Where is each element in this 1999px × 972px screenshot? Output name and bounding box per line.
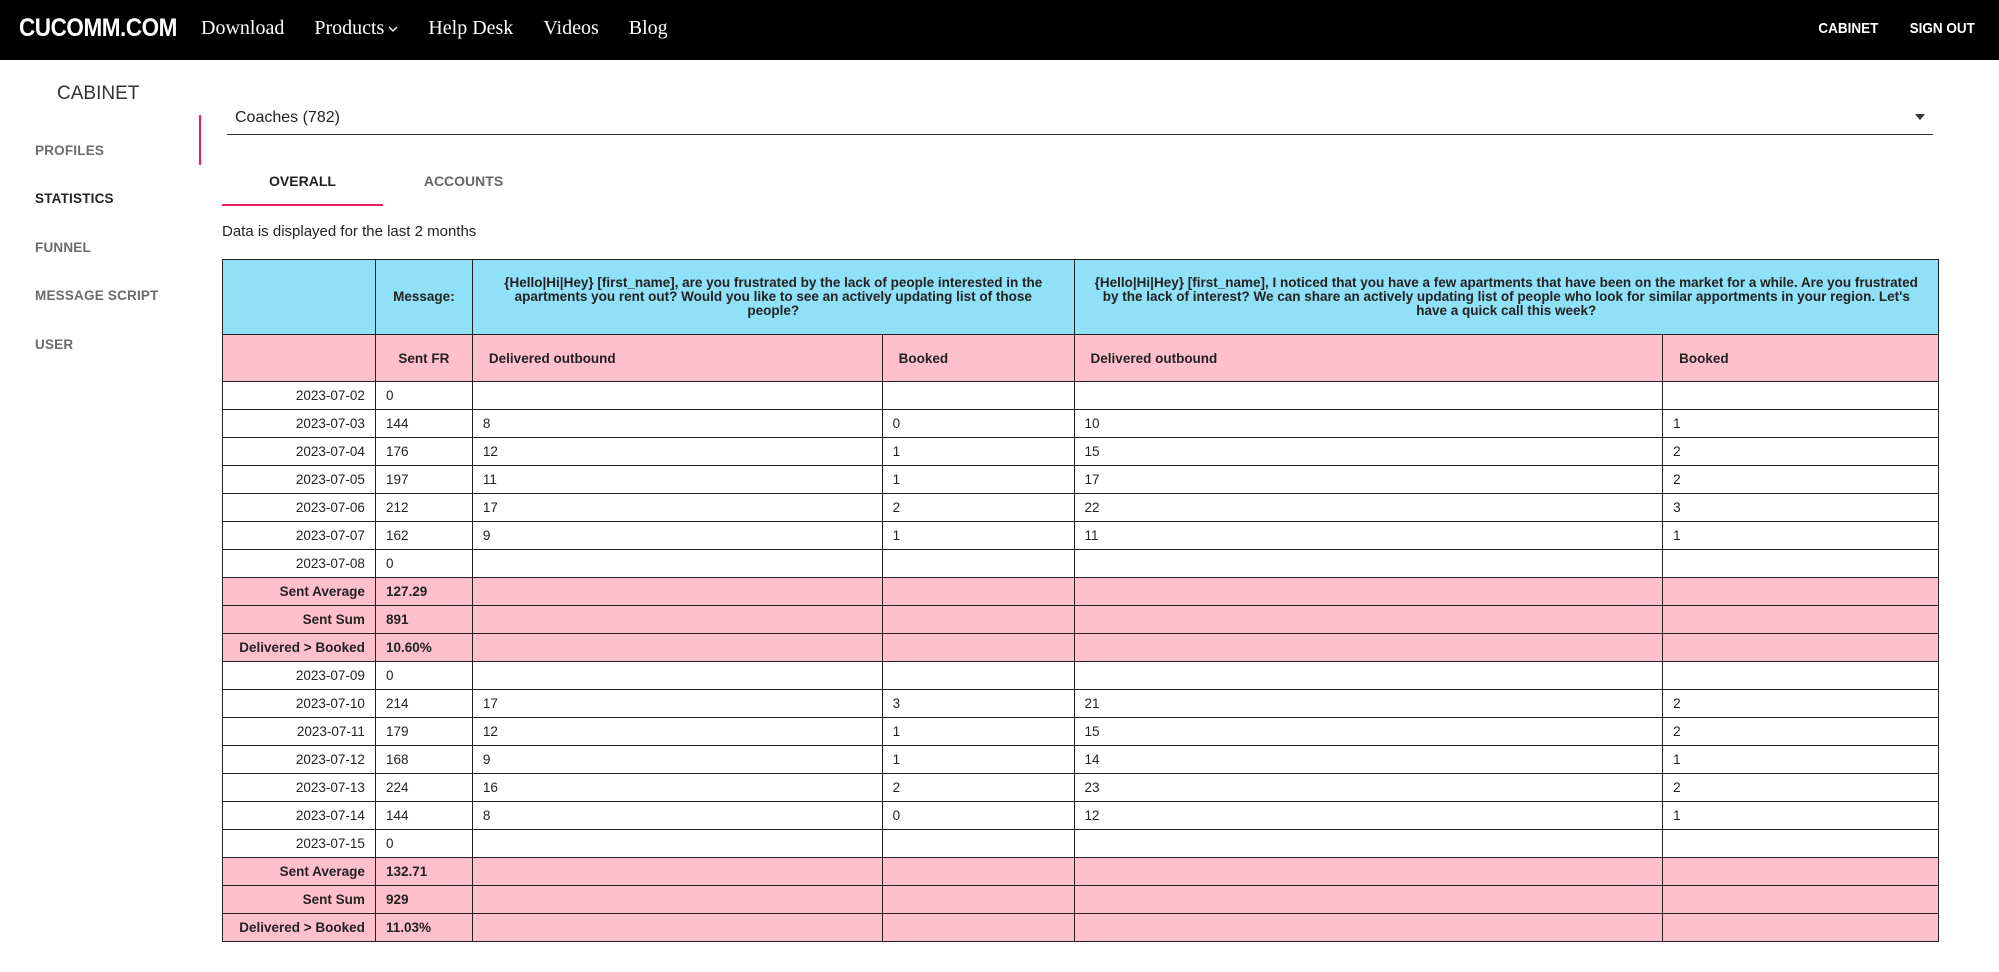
delivered-outbound-1-cell: [472, 830, 882, 858]
booked-1-cell: [882, 550, 1074, 578]
booked-2-cell: [1663, 634, 1939, 662]
booked-2-cell: 1: [1663, 746, 1939, 774]
booked-2-cell: [1663, 886, 1939, 914]
booked-2-cell: 3: [1663, 494, 1939, 522]
sent-fr-cell: 179: [375, 718, 472, 746]
table-row: [223, 550, 1939, 578]
delivered-outbound-2-cell: 17: [1074, 466, 1663, 494]
booked-1-cell: 3: [882, 690, 1074, 718]
sent-fr-cell: 0: [375, 550, 472, 578]
delivered-outbound-2-cell: 15: [1074, 718, 1663, 746]
message-2-text: {Hello|Hi|Hey} [first_name], I noticed that you have a few apartments that have been on the market for a while. Are you frustrated by the lack of interest? We can share an actively updating list of people who look for similar apportments in your region. Let's have a quick call this week?: [1074, 260, 1938, 335]
booked-1-cell: 2: [882, 774, 1074, 802]
empty-header-cell: [223, 260, 376, 335]
booked-2-cell: 1: [1663, 410, 1939, 438]
delivered-outbound-1-cell: [472, 550, 882, 578]
booked-1-cell: [882, 858, 1074, 886]
nav-link-download[interactable]: Download: [201, 17, 285, 39]
booked-1-cell: [882, 606, 1074, 634]
date-cell: Sent Average: [223, 858, 376, 886]
sent-fr-cell: 891: [375, 606, 472, 634]
table-row: [223, 466, 1939, 494]
date-cell: 2023-07-11: [223, 718, 376, 746]
tabs: [222, 158, 544, 206]
delivered-outbound-2-cell: [1074, 914, 1663, 942]
booked-2-cell: 2: [1663, 718, 1939, 746]
date-cell: 2023-07-02: [223, 382, 376, 410]
column-header-row: [223, 335, 1939, 382]
nav-link-products-label: Products: [314, 17, 385, 39]
sent-fr-cell: 224: [375, 774, 472, 802]
delivered-outbound-1-cell: 8: [472, 802, 882, 830]
sidebar-active-marker: [199, 115, 201, 165]
table-row: [223, 494, 1939, 522]
delivered-outbound-2-cell: [1074, 382, 1663, 410]
booked-1-cell: 0: [882, 410, 1074, 438]
date-cell: 2023-07-08: [223, 550, 376, 578]
booked-1-cell: 1: [882, 718, 1074, 746]
date-cell: 2023-07-15: [223, 830, 376, 858]
delivered-outbound-1-cell: 8: [472, 410, 882, 438]
date-cell: 2023-07-06: [223, 494, 376, 522]
delivered-outbound-1-cell: [472, 858, 882, 886]
cabinet-link[interactable]: CABINET: [1818, 20, 1879, 37]
booked-2-cell: [1663, 550, 1939, 578]
table-row: [223, 522, 1939, 550]
message-header-row: [223, 260, 1939, 335]
delivered-outbound-2-cell: [1074, 634, 1663, 662]
table-row: [223, 410, 1939, 438]
sidebar-item-user[interactable]: USER: [35, 337, 74, 352]
top-navbar: [0, 0, 1999, 60]
delivered-outbound-2-cell: 12: [1074, 802, 1663, 830]
table-row: [223, 382, 1939, 410]
booked-2-cell: 2: [1663, 438, 1939, 466]
date-cell: 2023-07-12: [223, 746, 376, 774]
delivered-outbound-2-cell: [1074, 662, 1663, 690]
delivered-outbound-2-cell: 10: [1074, 410, 1663, 438]
delivered-outbound-1-cell: 11: [472, 466, 882, 494]
sent-fr-cell: 127.29: [375, 578, 472, 606]
delivered-outbound-1-cell: [472, 914, 882, 942]
booked-1-cell: 1: [882, 522, 1074, 550]
date-cell: 2023-07-04: [223, 438, 376, 466]
booked-1-cell: 2: [882, 494, 1074, 522]
header-delivered-outbound-1: Delivered outbound: [472, 335, 882, 382]
delivered-outbound-1-cell: [472, 662, 882, 690]
delivered-outbound-2-cell: 11: [1074, 522, 1663, 550]
date-cell: Sent Sum: [223, 606, 376, 634]
date-cell: 2023-07-13: [223, 774, 376, 802]
booked-2-cell: [1663, 662, 1939, 690]
brand-logo[interactable]: CUCOMM.COM: [19, 14, 177, 42]
delivered-outbound-2-cell: [1074, 550, 1663, 578]
nav-link-help-desk[interactable]: Help Desk: [428, 17, 514, 39]
delivered-outbound-2-cell: 23: [1074, 774, 1663, 802]
table-row: [223, 690, 1939, 718]
date-cell: Sent Average: [223, 578, 376, 606]
booked-1-cell: 1: [882, 746, 1074, 774]
booked-1-cell: 1: [882, 466, 1074, 494]
booked-2-cell: [1663, 578, 1939, 606]
delivered-outbound-2-cell: 14: [1074, 746, 1663, 774]
delivered-outbound-1-cell: 12: [472, 718, 882, 746]
table-row: [223, 802, 1939, 830]
sidebar-item-profiles[interactable]: PROFILES: [35, 143, 105, 158]
tab-overall[interactable]: OVERALL: [222, 158, 383, 206]
sidebar-item-statistics[interactable]: STATISTICS: [35, 191, 114, 206]
date-cell: 2023-07-09: [223, 662, 376, 690]
delivered-outbound-2-cell: [1074, 606, 1663, 634]
booked-1-cell: [882, 382, 1074, 410]
booked-1-cell: [882, 578, 1074, 606]
summary-row: [223, 606, 1939, 634]
booked-1-cell: [882, 830, 1074, 858]
delivered-outbound-1-cell: 16: [472, 774, 882, 802]
delivered-outbound-1-cell: [472, 382, 882, 410]
sent-fr-cell: 10.60%: [375, 634, 472, 662]
delivered-outbound-1-cell: [472, 886, 882, 914]
delivered-outbound-1-cell: 9: [472, 522, 882, 550]
table-row: [223, 774, 1939, 802]
nav-link-videos[interactable]: Videos: [543, 17, 599, 39]
statistics-table: [222, 259, 1939, 942]
booked-2-cell: 1: [1663, 802, 1939, 830]
sidebar-title: CABINET: [57, 83, 140, 104]
booked-1-cell: [882, 914, 1074, 942]
delivered-outbound-2-cell: 22: [1074, 494, 1663, 522]
delivered-outbound-2-cell: [1074, 858, 1663, 886]
delivered-outbound-2-cell: [1074, 578, 1663, 606]
delivered-outbound-1-cell: 12: [472, 438, 882, 466]
header-booked-1: Booked: [882, 335, 1074, 382]
booked-2-cell: [1663, 858, 1939, 886]
date-cell: 2023-07-07: [223, 522, 376, 550]
delivered-outbound-2-cell: 15: [1074, 438, 1663, 466]
booked-2-cell: [1663, 914, 1939, 942]
header-booked-2: Booked: [1663, 335, 1939, 382]
table-row: [223, 718, 1939, 746]
sent-fr-cell: 0: [375, 382, 472, 410]
delivered-outbound-1-cell: 9: [472, 746, 882, 774]
date-range-note: Data is displayed for the last 2 months: [222, 223, 477, 240]
sidebar: [0, 60, 200, 972]
summary-row: [223, 914, 1939, 942]
booked-2-cell: [1663, 382, 1939, 410]
delivered-outbound-1-cell: 17: [472, 690, 882, 718]
sent-fr-cell: 132.71: [375, 858, 472, 886]
booked-2-cell: 2: [1663, 690, 1939, 718]
date-cell: Delivered > Booked: [223, 914, 376, 942]
delivered-outbound-1-cell: [472, 578, 882, 606]
table-row: [223, 746, 1939, 774]
sent-fr-cell: 197: [375, 466, 472, 494]
booked-1-cell: [882, 662, 1074, 690]
summary-row: [223, 858, 1939, 886]
sidebar-item-message-script[interactable]: MESSAGE SCRIPT: [35, 288, 159, 303]
summary-row: [223, 886, 1939, 914]
delivered-outbound-1-cell: [472, 606, 882, 634]
date-cell: 2023-07-10: [223, 690, 376, 718]
delivered-outbound-2-cell: 21: [1074, 690, 1663, 718]
sign-out-link[interactable]: SIGN OUT: [1910, 20, 1976, 37]
chevron-down-icon: [388, 21, 398, 37]
message-label: Message:: [375, 260, 472, 335]
sent-fr-cell: 162: [375, 522, 472, 550]
booked-1-cell: [882, 886, 1074, 914]
delivered-outbound-1-cell: [472, 634, 882, 662]
table-body: [223, 382, 1939, 942]
date-cell: Sent Sum: [223, 886, 376, 914]
table-row: [223, 438, 1939, 466]
sent-fr-cell: 929: [375, 886, 472, 914]
booked-2-cell: 2: [1663, 774, 1939, 802]
sent-fr-cell: 168: [375, 746, 472, 774]
table-row: [223, 830, 1939, 858]
nav-right: [1790, 20, 1979, 37]
sidebar-item-funnel[interactable]: FUNNEL: [35, 240, 91, 255]
summary-row: [223, 578, 1939, 606]
header-sent-fr: Sent FR: [375, 335, 472, 382]
booked-2-cell: [1663, 606, 1939, 634]
booked-2-cell: [1663, 830, 1939, 858]
summary-row: [223, 634, 1939, 662]
sent-fr-cell: 144: [375, 802, 472, 830]
date-cell: 2023-07-05: [223, 466, 376, 494]
booked-1-cell: 0: [882, 802, 1074, 830]
group-select[interactable]: [227, 102, 1933, 135]
delivered-outbound-1-cell: 17: [472, 494, 882, 522]
group-select-value: Coaches (782): [235, 109, 340, 126]
message-1-text: {Hello|Hi|Hey} [first_name], are you frustrated by the lack of people interested in the apartments you rent out? Would you like to see an actively updating list of those people?: [472, 260, 1074, 335]
date-cell: Delivered > Booked: [223, 634, 376, 662]
caret-down-icon: [1915, 114, 1925, 120]
header-delivered-outbound-2: Delivered outbound: [1074, 335, 1663, 382]
delivered-outbound-2-cell: [1074, 830, 1663, 858]
sent-fr-cell: 0: [375, 662, 472, 690]
booked-1-cell: 1: [882, 438, 1074, 466]
delivered-outbound-2-cell: [1074, 886, 1663, 914]
sent-fr-cell: 214: [375, 690, 472, 718]
booked-2-cell: 1: [1663, 522, 1939, 550]
date-cell: 2023-07-03: [223, 410, 376, 438]
sent-fr-cell: 176: [375, 438, 472, 466]
nav-link-blog[interactable]: Blog: [628, 17, 668, 39]
sent-fr-cell: 144: [375, 410, 472, 438]
nav-links: [201, 17, 698, 40]
sent-fr-cell: 11.03%: [375, 914, 472, 942]
tab-accounts[interactable]: ACCOUNTS: [423, 173, 504, 189]
date-cell: 2023-07-14: [223, 802, 376, 830]
sent-fr-cell: 212: [375, 494, 472, 522]
booked-2-cell: 2: [1663, 466, 1939, 494]
empty-header-cell: [223, 335, 376, 382]
sent-fr-cell: 0: [375, 830, 472, 858]
nav-link-products[interactable]: [314, 17, 398, 40]
booked-1-cell: [882, 634, 1074, 662]
table-row: [223, 662, 1939, 690]
